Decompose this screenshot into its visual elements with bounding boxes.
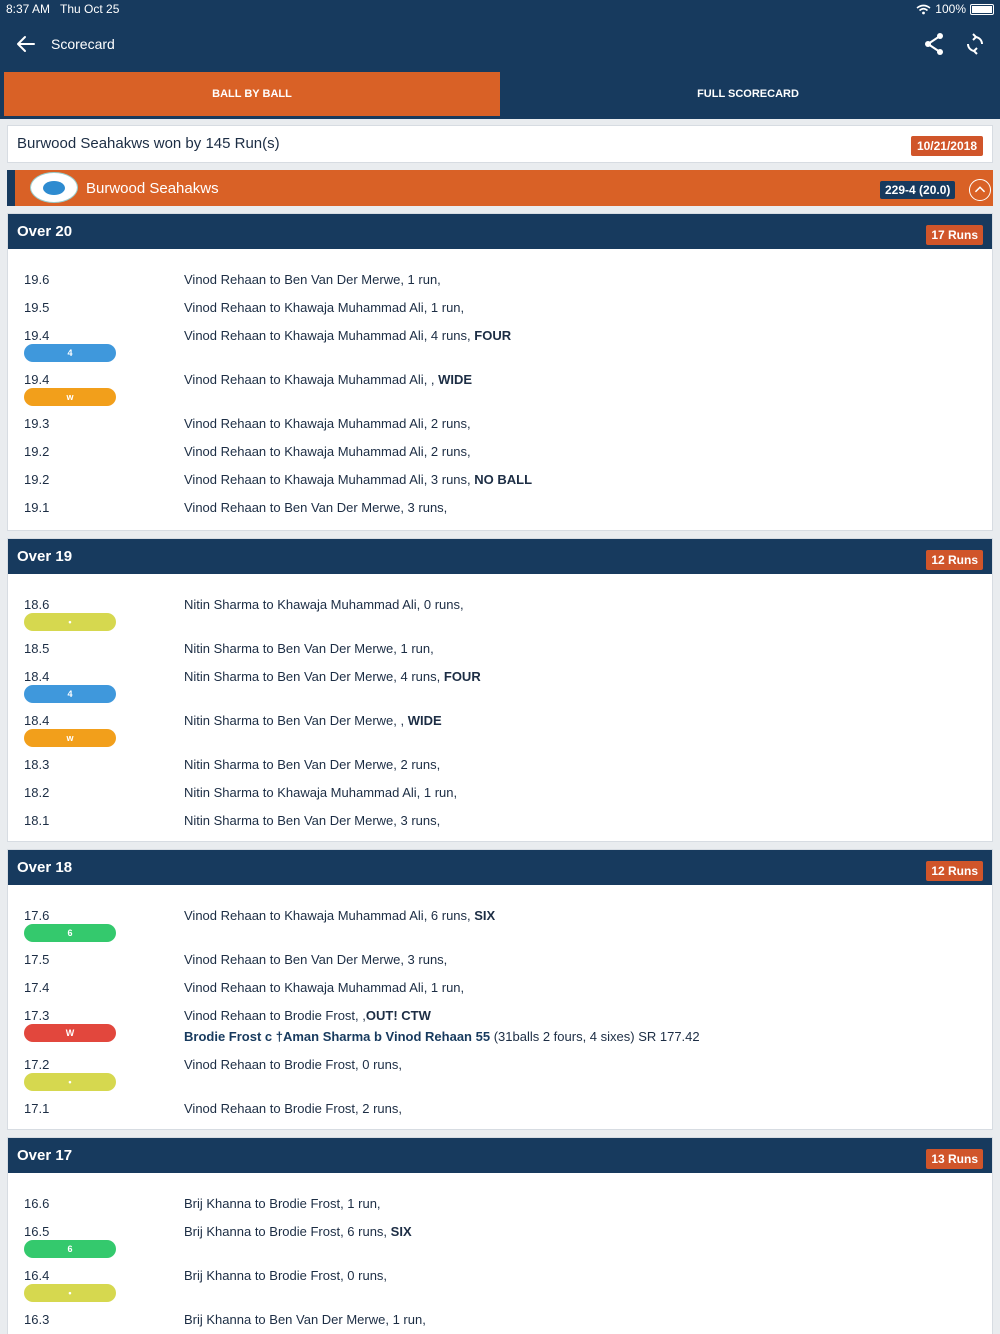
ball-description-text: Nitin Sharma to Khawaja Muhammad Ali, 0 runs, (184, 597, 464, 612)
ball-description (184, 472, 532, 487)
ball-result-pill: W (24, 1024, 116, 1042)
ball-description (184, 597, 464, 612)
ball-description-text: Vinod Rehaan to Khawaja Muhammad Ali, 2 runs, (184, 444, 471, 459)
ball-description-text: Brij Khanna to Ben Van Der Merwe, 1 run, (184, 1312, 426, 1327)
ball-description (184, 1196, 381, 1211)
ball-description-text: Vinod Rehaan to Khawaja Muhammad Ali, 1 run, (184, 300, 465, 315)
over-title: Over 17 (17, 1147, 73, 1164)
ball-description-text: Nitin Sharma to Khawaja Muhammad Ali, 1 run, (184, 785, 458, 800)
ball-row (8, 705, 992, 743)
ball-number: 19.5 (24, 300, 50, 315)
ball-row (8, 464, 992, 492)
collapse-chevron-icon[interactable] (969, 179, 991, 201)
ball-number: 17.1 (24, 1101, 50, 1116)
ball-result-pill: • (24, 613, 116, 631)
ball-description (184, 272, 441, 287)
ball-description (184, 908, 495, 923)
ball-description (184, 785, 457, 800)
ball-number: 19.6 (24, 272, 50, 287)
ball-description-text: Vinod Rehaan to Ben Van Der Merwe, 3 runs, (184, 500, 448, 515)
ball-row (8, 364, 992, 402)
ball-description-text: Nitin Sharma to Ben Van Der Merwe, 1 run, (184, 641, 434, 656)
ball-row (8, 492, 992, 520)
ball-result-pill: w (24, 388, 116, 406)
ball-row (8, 1000, 992, 1044)
ball-event-label: WIDE (438, 372, 473, 387)
page-title: Scorecard (51, 36, 115, 52)
ball-number: 19.2 (24, 472, 50, 487)
ball-number: 17.3 (24, 1008, 50, 1023)
ball-row (8, 805, 992, 833)
app-header (0, 0, 1000, 119)
ball-description-text: Nitin Sharma to Ben Van Der Merwe, 2 runs, (184, 757, 441, 772)
ball-description-text: Vinod Rehaan to Ben Van Der Merwe, 3 runs, (184, 952, 448, 967)
ball-event-label: FOUR (443, 669, 481, 684)
match-date-badge: 10/21/2018 (911, 136, 983, 156)
ball-number: 16.3 (24, 1312, 50, 1327)
over-runs-badge: 12 Runs (926, 861, 983, 881)
ball-description-text: Nitin Sharma to Ben Van Der Merwe, 3 runs, (184, 813, 441, 828)
over-card (7, 1137, 993, 1334)
over-runs-badge: 13 Runs (926, 1149, 983, 1169)
ball-row (8, 1049, 992, 1087)
ball-description (184, 669, 481, 684)
ball-description-text: Vinod Rehaan to Brodie Frost, 2 runs, (184, 1101, 402, 1116)
ball-number: 18.5 (24, 641, 50, 656)
ball-description-text: Vinod Rehaan to Khawaja Muhammad Ali, 1 run, (184, 980, 465, 995)
ball-number: 19.4 (24, 328, 50, 343)
ball-description-text: Vinod Rehaan to Khawaja Muhammad Ali, 3 runs, (184, 472, 475, 487)
ball-number: 19.3 (24, 416, 50, 431)
ball-result-pill: 4 (24, 344, 116, 362)
over-card (7, 849, 993, 1130)
match-result-card (7, 125, 993, 163)
ball-event-label: WIDE (407, 713, 442, 728)
ball-row (8, 436, 992, 464)
ball-description (184, 952, 447, 967)
ball-description-text: Brij Khanna to Brodie Frost, 6 runs, (184, 1224, 391, 1239)
ball-result-pill: w (24, 729, 116, 747)
ball-row (8, 944, 992, 972)
status-bar (6, 2, 994, 18)
ball-event-label: NO BALL (474, 472, 533, 487)
ball-row (8, 633, 992, 661)
ball-number: 16.4 (24, 1268, 50, 1283)
ball-number: 16.5 (24, 1224, 50, 1239)
ball-row (8, 1304, 992, 1332)
over-title: Over 19 (17, 548, 73, 565)
ball-row (8, 749, 992, 777)
ball-event-label: SIX (474, 908, 496, 923)
back-arrow-icon[interactable] (14, 32, 38, 56)
ball-result-pill: 6 (24, 1240, 116, 1258)
ball-result-pill: • (24, 1073, 116, 1091)
team-innings-header[interactable] (7, 170, 993, 206)
tab-full-scorecard[interactable]: FULL SCORECARD (697, 88, 799, 100)
ball-row (8, 292, 992, 320)
team-name: Burwood Seahakws (86, 180, 219, 197)
team-logo (30, 172, 78, 203)
ball-number: 17.5 (24, 952, 50, 967)
ball-row (8, 408, 992, 436)
share-icon[interactable] (922, 31, 946, 57)
ball-description (184, 641, 434, 656)
ball-description (184, 1057, 402, 1072)
over-header (8, 850, 992, 885)
ball-number: 16.6 (24, 1196, 50, 1211)
battery-icon (970, 4, 994, 15)
ball-description (184, 416, 471, 431)
ball-description (184, 372, 472, 387)
ball-description (184, 1101, 402, 1116)
ball-number: 18.4 (24, 669, 50, 684)
status-right (916, 2, 994, 16)
ball-description-text: Vinod Rehaan to Khawaja Muhammad Ali, 4 runs, (184, 328, 475, 343)
ball-number: 17.2 (24, 1057, 50, 1072)
ball-row (8, 972, 992, 1000)
ball-description (184, 757, 440, 772)
nav-bar (0, 28, 1000, 60)
ball-result-pill: 6 (24, 924, 116, 942)
ball-row (8, 661, 992, 699)
battery-percent: 100% (935, 2, 966, 16)
team-score-badge: 229-4 (20.0) (880, 181, 955, 199)
over-header (8, 539, 992, 574)
ball-description-text: Vinod Rehaan to Ben Van Der Merwe, 1 run, (184, 272, 441, 287)
ball-row (8, 1216, 992, 1254)
ball-number: 19.1 (24, 500, 50, 515)
over-title: Over 20 (17, 223, 73, 240)
ball-description-text: Vinod Rehaan to Brodie Frost, , (184, 1008, 366, 1023)
over-card (7, 538, 993, 842)
ball-description (184, 1008, 431, 1023)
ball-event-label: OUT! CTW (365, 1008, 431, 1023)
ball-description (184, 328, 511, 343)
ball-description-text: Vinod Rehaan to Khawaja Muhammad Ali, 6 runs, (184, 908, 475, 923)
match-result-text: Burwood Seahakws won by 145 Run(s) (17, 135, 280, 152)
ball-row (8, 777, 992, 805)
over-header (8, 214, 992, 249)
ball-result-pill: • (24, 1284, 116, 1302)
ball-number: 19.2 (24, 444, 50, 459)
over-card (7, 213, 993, 531)
ball-result-pill: 4 (24, 685, 116, 703)
ball-description (184, 1268, 387, 1283)
ball-description (184, 300, 464, 315)
refresh-icon[interactable] (963, 32, 987, 56)
over-runs-badge: 17 Runs (926, 225, 983, 245)
ball-number: 18.2 (24, 785, 50, 800)
ball-description-text: Nitin Sharma to Ben Van Der Merwe, , (184, 713, 408, 728)
ball-number: 17.6 (24, 908, 50, 923)
ball-row (8, 1260, 992, 1298)
ball-row (8, 320, 992, 358)
wifi-icon (916, 4, 931, 15)
ball-description (184, 500, 447, 515)
ball-description-text: Vinod Rehaan to Brodie Frost, 0 runs, (184, 1057, 402, 1072)
ball-event-label: FOUR (474, 328, 512, 343)
dismissal-stats: (31balls 2 fours, 4 sixes) SR 177.42 (490, 1029, 700, 1044)
ball-description (184, 444, 471, 459)
ball-description (184, 980, 464, 995)
ball-description (184, 1312, 426, 1327)
status-time: 8:37 AM Thu Oct 25 (6, 2, 120, 16)
ball-description (184, 1224, 412, 1239)
ball-number: 18.3 (24, 757, 50, 772)
ball-row (8, 900, 992, 938)
ball-description-text: Vinod Rehaan to Khawaja Muhammad Ali, 2 runs, (184, 416, 471, 431)
ball-number: 17.4 (24, 980, 50, 995)
ball-row (8, 264, 992, 292)
ball-description-text: Brij Khanna to Brodie Frost, 1 run, (184, 1196, 381, 1211)
ball-number: 18.6 (24, 597, 50, 612)
over-header (8, 1138, 992, 1173)
tab-ball-by-ball[interactable]: BALL BY BALL (4, 72, 500, 116)
ball-row (8, 589, 992, 627)
ball-number: 18.1 (24, 813, 50, 828)
ball-description-text: Vinod Rehaan to Khawaja Muhammad Ali, , (184, 372, 439, 387)
dismissal-summary: Brodie Frost c †Aman Sharma b Vinod Rehaan 55 (184, 1029, 491, 1044)
ball-description (184, 713, 442, 728)
ball-description-text: Brij Khanna to Brodie Frost, 0 runs, (184, 1268, 388, 1283)
ball-description (184, 813, 440, 828)
ball-row (8, 1093, 992, 1121)
ball-event-label: SIX (390, 1224, 412, 1239)
ball-row (8, 1188, 992, 1216)
ball-number: 19.4 (24, 372, 50, 387)
ball-number: 18.4 (24, 713, 50, 728)
dismissal-detail (184, 1029, 700, 1044)
over-title: Over 18 (17, 859, 73, 876)
ball-description-text: Nitin Sharma to Ben Van Der Merwe, 4 runs, (184, 669, 444, 684)
over-runs-badge: 12 Runs (926, 550, 983, 570)
